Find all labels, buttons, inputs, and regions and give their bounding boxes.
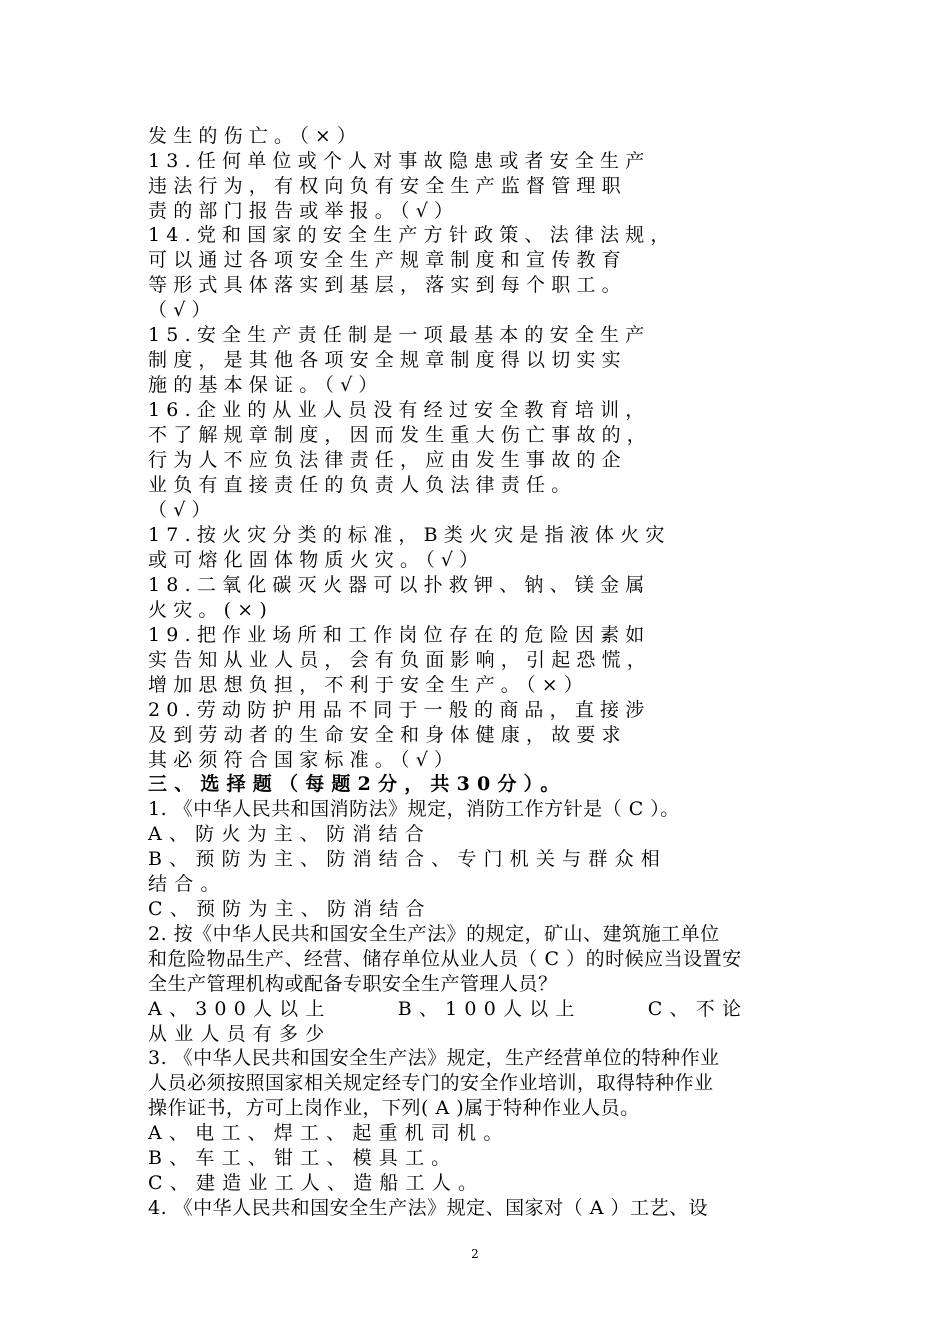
option-line: C、建造业工人、造船工人。 [148, 1172, 485, 1194]
text-line: 火灾。(×) [148, 599, 273, 621]
text-line: 17.按火灾分类的标准，B类火灾是指液体火灾 [148, 524, 671, 546]
text-line: 制度，是其他各项安全规章制度得以切实实 [148, 349, 627, 371]
text-line: 违法行为，有权向负有安全生产监督管理职 [148, 175, 627, 197]
text-line: 不了解规章制度，因而发生重大伤亡事故的， [148, 424, 653, 446]
text-line: 16.企业的从业人员没有经过安全教育培训， [148, 399, 651, 421]
text-line: 行为人不应负法律责任，应由发生事故的企 [148, 449, 627, 471]
section-heading: 三、选择题（每题2分，共30分）。 [148, 773, 567, 795]
text-line: 20.劳动防护用品不同于一般的商品，直接涉 [148, 699, 651, 721]
option-line: C、预防为主、防消结合 [148, 898, 432, 920]
text-line: 19.把作业场所和工作岗位存在的危险因素如 [148, 624, 651, 646]
question-line: 2. 按《中华人民共和国安全生产法》的规定，矿山、建筑施工单位 [148, 923, 720, 945]
text-line: 发生的伤亡。（×） [148, 125, 363, 147]
option-line: 结合。 [148, 873, 227, 895]
option-line: A、300人以上 B、100人以上 C、不论 [148, 998, 749, 1020]
text-line: （√） [148, 499, 217, 521]
question-line: 和危险物品生产、经营、储存单位从业人员（ C ）的时候应当设置安 [148, 948, 742, 970]
text-line: 可以通过各项安全生产规章制度和宣传教育 [148, 249, 627, 271]
text-line: 18.二氧化碳灭火器可以扑救钾、钠、镁金属 [148, 574, 651, 596]
text-line: 及到劳动者的生命安全和身体健康，故要求 [148, 724, 627, 746]
text-line: 15.安全生产责任制是一项最基本的安全生产 [148, 324, 651, 346]
text-line: 业负有直接责任的负责人负法律责任。 [148, 474, 577, 496]
question-line: 1. 《中华人民共和国消防法》规定，消防工作方针是（ C ）。 [148, 798, 680, 820]
question-line: 操作证书，方可上岗作业，下列( A )属于特种作业人员。 [148, 1097, 640, 1119]
text-line: 13.任何单位或个人对事故隐患或者安全生产 [148, 150, 651, 172]
text-line: 施的基本保证。（√） [148, 374, 384, 396]
text-line: 其必须符合国家标准。（√） [148, 749, 460, 771]
question-line: 全生产管理机构或配备专职安全生产管理人员？ [148, 973, 558, 995]
text-line: 或可熔化固体物质火灾。（√） [148, 549, 485, 571]
question-line: 3. 《中华人民共和国安全生产法》规定，生产经营单位的特种作业 [148, 1047, 720, 1069]
option-line: A、防火为主、防消结合 [148, 823, 431, 845]
text-line: 实告知从业人员，会有负面影响，引起恐慌， [148, 649, 653, 671]
text-line: 增加思想负担，不利于安全生产。（×） [148, 674, 590, 696]
option-line: A、电工、焊工、起重机司机。 [148, 1122, 510, 1144]
option-line: B、预防为主、防消结合、专门机关与群众相 [148, 848, 667, 870]
option-line: B、车工、钳工、模具工。 [148, 1147, 458, 1169]
option-line: 从业人员有多少 [148, 1023, 332, 1045]
text-line: 等形式具体落实到基层，落实到每个职工。 [148, 274, 627, 296]
question-line: 4. 《中华人民共和国安全生产法》规定、国家对（ A ）工艺、设 [148, 1197, 708, 1219]
text-line: 责的部门报告或举报。（√） [148, 200, 460, 222]
page-number: 2 [471, 1247, 479, 1261]
text-line: 14.党和国家的安全生产方针政策、法律法规， [148, 224, 676, 246]
text-line: （√） [148, 299, 217, 321]
question-line: 人员必须按照国家相关规定经专门的安全作业培训，取得特种作业 [148, 1072, 714, 1094]
